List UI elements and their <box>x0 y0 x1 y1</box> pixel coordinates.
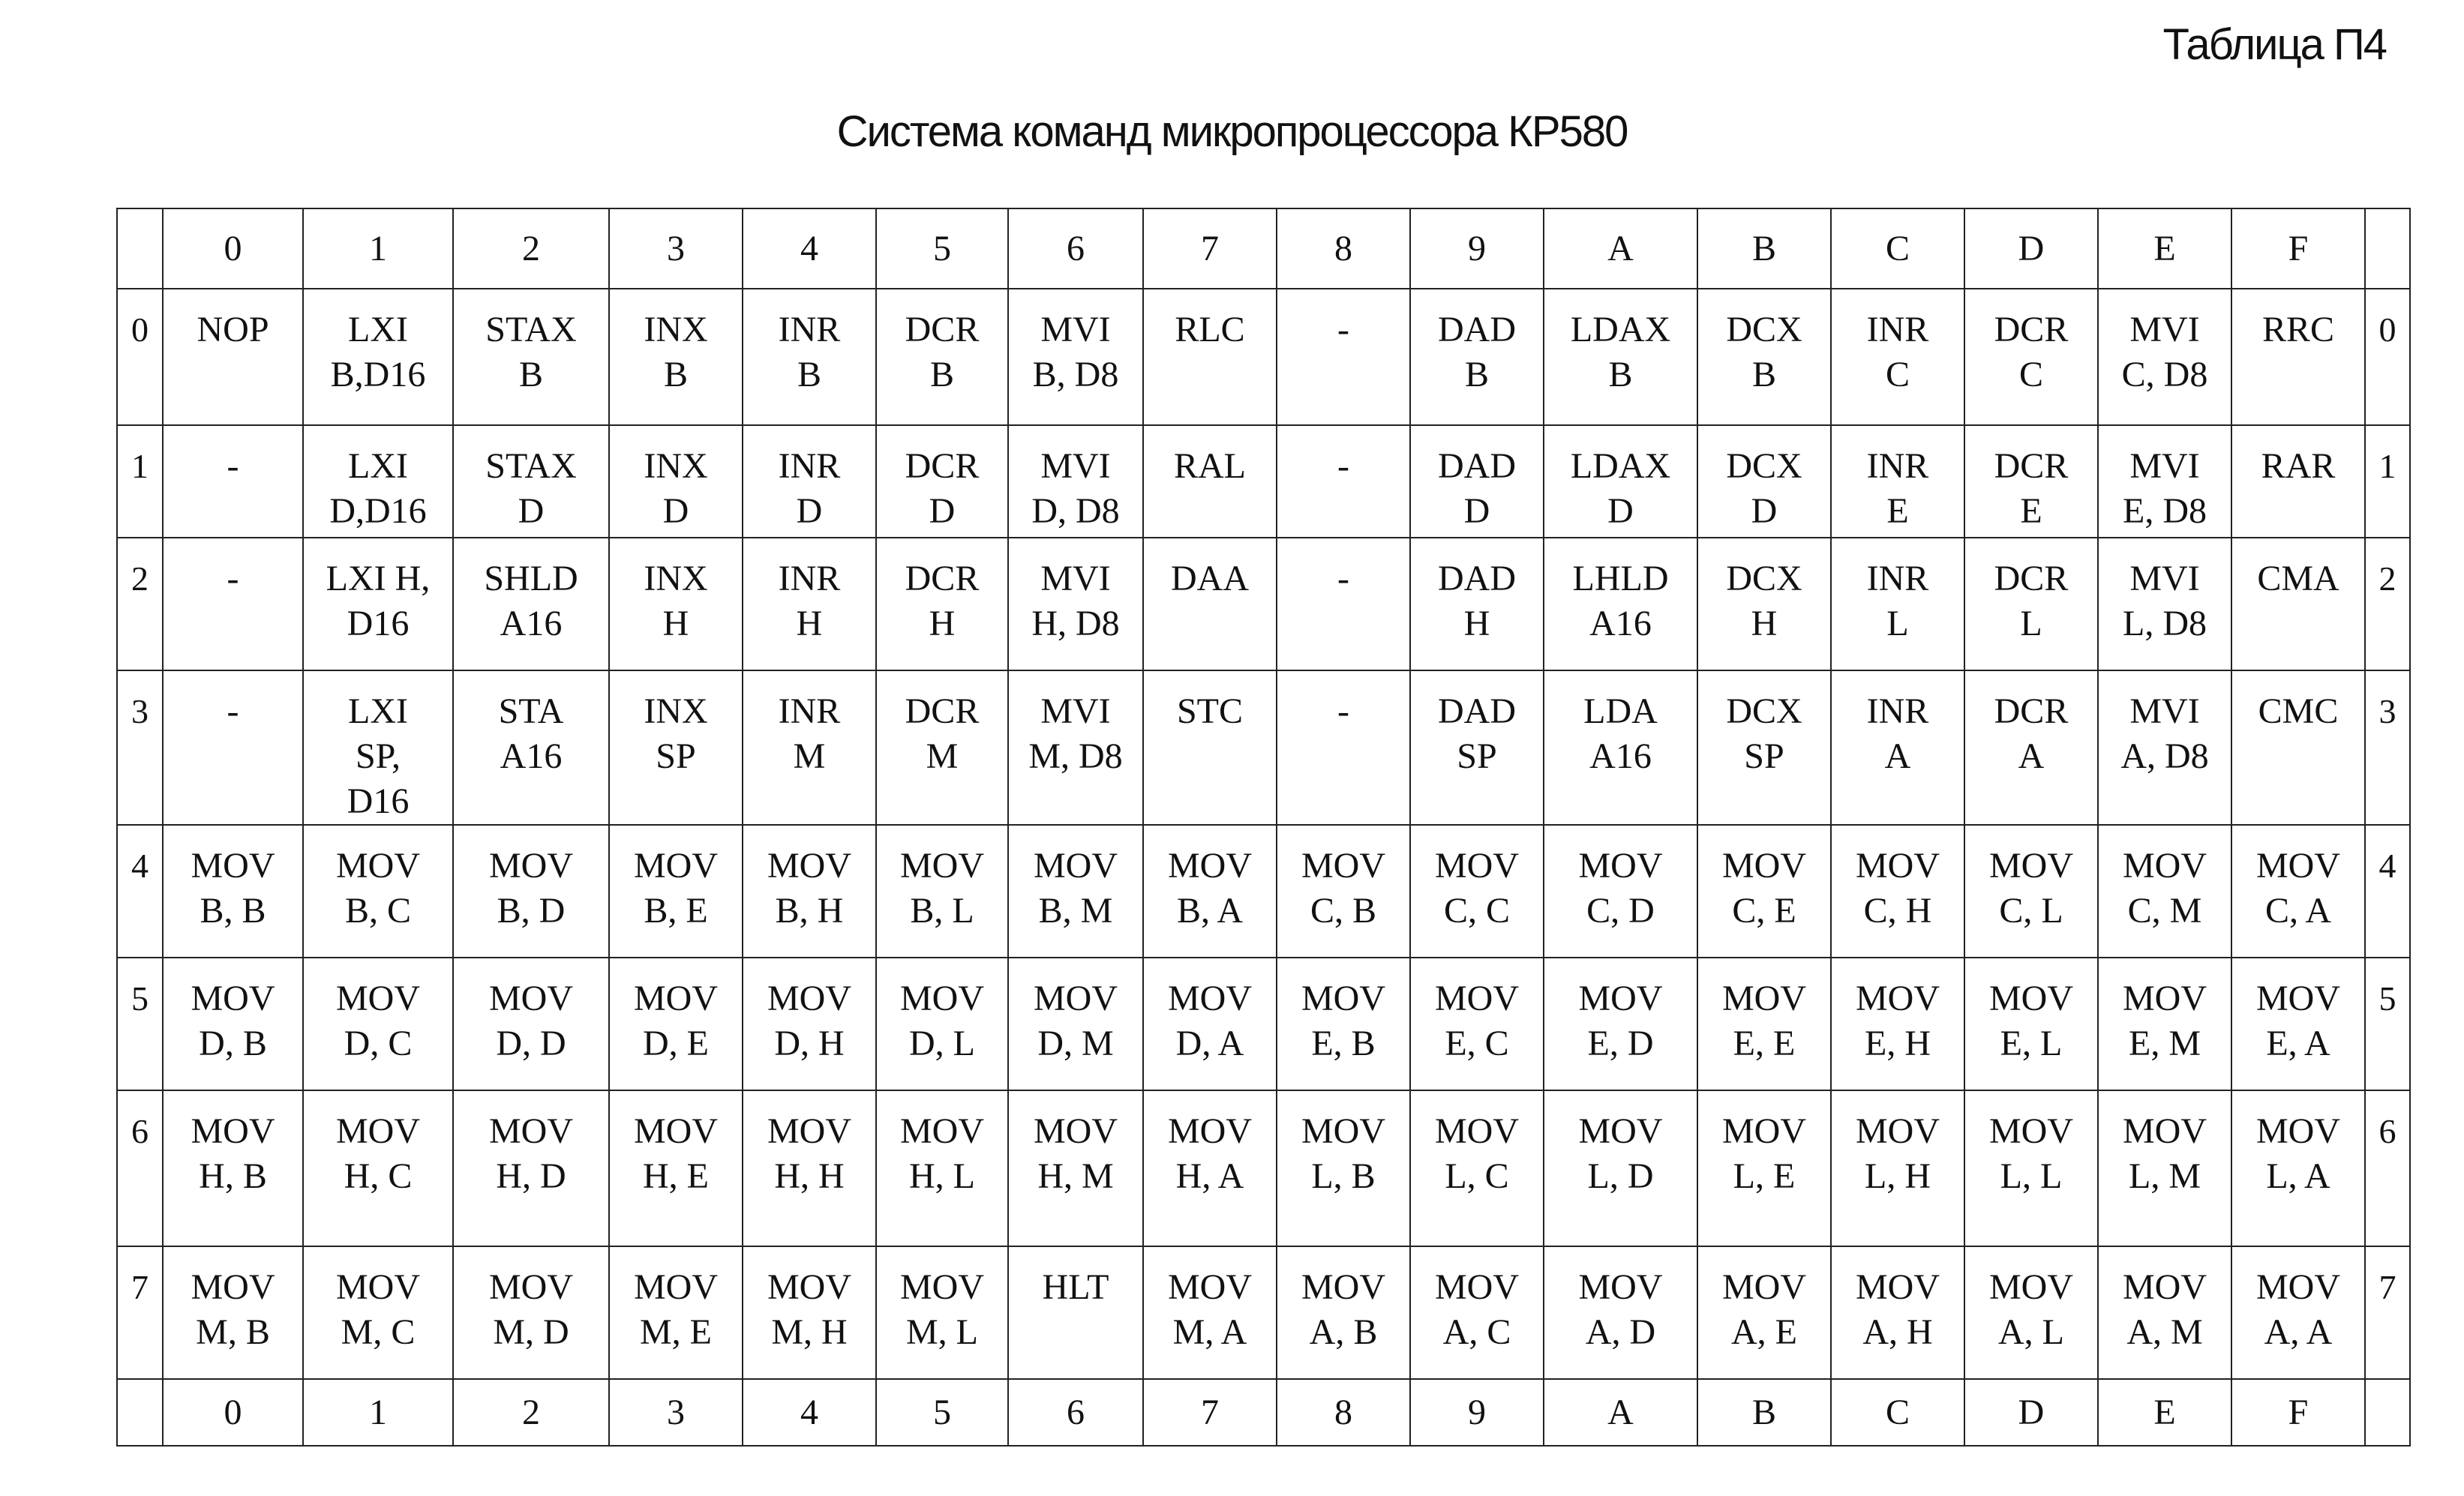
opcode-cell: MOV E, E <box>1697 958 1831 1090</box>
opcode-cell: MOV D, A <box>1143 958 1277 1090</box>
opcode-cell: MOV B, E <box>609 825 743 958</box>
opcode-cell: DCR B <box>876 289 1008 425</box>
column-label: 7 <box>1143 1379 1277 1446</box>
column-label: C <box>1831 1379 1964 1446</box>
opcode-cell: INR H <box>743 538 876 670</box>
opcode-cell: MOV C, L <box>1964 825 2098 958</box>
column-label: 7 <box>1143 208 1277 289</box>
opcode-cell: MVI B, D8 <box>1008 289 1143 425</box>
column-label: 4 <box>743 1379 876 1446</box>
row-label-right: 7 <box>2365 1246 2410 1379</box>
opcode-cell: LXI B,D16 <box>303 289 453 425</box>
opcode-cell: LXI H, D16 <box>303 538 453 670</box>
opcode-cell: MOV H, A <box>1143 1090 1277 1246</box>
opcode-cell: INR D <box>743 425 876 538</box>
table-label: Таблица П4 <box>2162 20 2386 69</box>
opcode-cell: - <box>163 670 303 825</box>
opcode-cell: MOV A, B <box>1277 1246 1410 1379</box>
opcode-cell: DCR A <box>1964 670 2098 825</box>
opcode-cell: MOV C, D <box>1544 825 1697 958</box>
opcode-cell: MOV E, B <box>1277 958 1410 1090</box>
opcode-cell: MOV M, H <box>743 1246 876 1379</box>
opcode-cell: CMA <box>2231 538 2365 670</box>
opcode-cell: MOV B, B <box>163 825 303 958</box>
instruction-table <box>116 208 2411 1447</box>
column-label: E <box>2098 1379 2231 1446</box>
opcode-cell: LDAX B <box>1544 289 1697 425</box>
row-label-right: 5 <box>2365 958 2410 1090</box>
opcode-cell: STAX B <box>453 289 609 425</box>
opcode-cell: MOV L, E <box>1697 1090 1831 1246</box>
opcode-cell: NOP <box>163 289 303 425</box>
opcode-cell: MOV A, D <box>1544 1246 1697 1379</box>
column-label: 5 <box>876 208 1008 289</box>
opcode-cell: DCR C <box>1964 289 2098 425</box>
opcode-cell: MOV H, C <box>303 1090 453 1246</box>
opcode-cell: DAD B <box>1410 289 1544 425</box>
opcode-cell: INR L <box>1831 538 1964 670</box>
opcode-cell: MOV H, M <box>1008 1090 1143 1246</box>
corner-cell <box>2365 208 2410 289</box>
opcode-cell: RAL <box>1143 425 1277 538</box>
row-label: 0 <box>117 289 163 425</box>
column-label: 4 <box>743 208 876 289</box>
column-label: F <box>2231 1379 2365 1446</box>
opcode-cell: LXI D,D16 <box>303 425 453 538</box>
opcode-cell: MOV B, C <box>303 825 453 958</box>
opcode-cell: RRC <box>2231 289 2365 425</box>
opcode-cell: DCX B <box>1697 289 1831 425</box>
column-label: 5 <box>876 1379 1008 1446</box>
column-label: C <box>1831 208 1964 289</box>
column-label: 3 <box>609 208 743 289</box>
opcode-cell: MVI H, D8 <box>1008 538 1143 670</box>
column-label: B <box>1697 208 1831 289</box>
opcode-cell: CMC <box>2231 670 2365 825</box>
opcode-cell: MOV C, C <box>1410 825 1544 958</box>
opcode-cell: MOV D, M <box>1008 958 1143 1090</box>
opcode-cell: MOV M, E <box>609 1246 743 1379</box>
corner-cell <box>117 208 163 289</box>
opcode-cell: DCR H <box>876 538 1008 670</box>
column-label: 9 <box>1410 208 1544 289</box>
column-label: 0 <box>163 208 303 289</box>
opcode-cell: MOV B, L <box>876 825 1008 958</box>
opcode-cell: INR C <box>1831 289 1964 425</box>
opcode-cell: DAD SP <box>1410 670 1544 825</box>
row-label-right: 6 <box>2365 1090 2410 1246</box>
column-label: 2 <box>453 208 609 289</box>
opcode-cell: LDA A16 <box>1544 670 1697 825</box>
row-label-right: 3 <box>2365 670 2410 825</box>
column-label: 1 <box>303 1379 453 1446</box>
opcode-cell: DAA <box>1143 538 1277 670</box>
opcode-cell: MOV H, L <box>876 1090 1008 1246</box>
table-row <box>117 825 2410 958</box>
column-label: 6 <box>1008 208 1143 289</box>
column-header-bottom <box>117 1379 2410 1446</box>
row-label-right: 1 <box>2365 425 2410 538</box>
opcode-cell: MOV C, H <box>1831 825 1964 958</box>
opcode-cell: DCX SP <box>1697 670 1831 825</box>
row-label: 3 <box>117 670 163 825</box>
row-label: 4 <box>117 825 163 958</box>
opcode-cell: MOV D, D <box>453 958 609 1090</box>
opcode-cell: DCR D <box>876 425 1008 538</box>
opcode-cell: - <box>1277 538 1410 670</box>
column-label: E <box>2098 208 2231 289</box>
opcode-cell: DCR M <box>876 670 1008 825</box>
column-header-top <box>117 208 2410 289</box>
opcode-cell: MOV L, H <box>1831 1090 1964 1246</box>
opcode-cell: MVI C, D8 <box>2098 289 2231 425</box>
opcode-cell: MVI E, D8 <box>2098 425 2231 538</box>
opcode-cell: INR E <box>1831 425 1964 538</box>
opcode-cell: MOV E, A <box>2231 958 2365 1090</box>
opcode-cell: DAD H <box>1410 538 1544 670</box>
row-label-right: 2 <box>2365 538 2410 670</box>
opcode-cell: STA A16 <box>453 670 609 825</box>
opcode-cell: STAX D <box>453 425 609 538</box>
opcode-cell: MOV A, M <box>2098 1246 2231 1379</box>
column-label: B <box>1697 1379 1831 1446</box>
column-label: 6 <box>1008 1379 1143 1446</box>
opcode-cell: RAR <box>2231 425 2365 538</box>
opcode-cell: HLT <box>1008 1246 1143 1379</box>
opcode-cell: STC <box>1143 670 1277 825</box>
opcode-cell: LHLD A16 <box>1544 538 1697 670</box>
row-label: 1 <box>117 425 163 538</box>
opcode-cell: INX B <box>609 289 743 425</box>
table-row <box>117 958 2410 1090</box>
opcode-cell: MOV C, A <box>2231 825 2365 958</box>
opcode-cell: MOV B, H <box>743 825 876 958</box>
opcode-cell: MOV A, C <box>1410 1246 1544 1379</box>
opcode-cell: MOV A, L <box>1964 1246 2098 1379</box>
opcode-cell: INR B <box>743 289 876 425</box>
opcode-cell: DCR E <box>1964 425 2098 538</box>
table-row <box>117 1246 2410 1379</box>
opcode-cell: INR A <box>1831 670 1964 825</box>
column-label: 3 <box>609 1379 743 1446</box>
column-label: D <box>1964 1379 2098 1446</box>
opcode-cell: MOV B, D <box>453 825 609 958</box>
table-row <box>117 1090 2410 1246</box>
row-label: 2 <box>117 538 163 670</box>
column-label: A <box>1544 208 1697 289</box>
opcode-cell: MOV B, A <box>1143 825 1277 958</box>
column-label: 0 <box>163 1379 303 1446</box>
column-label: 9 <box>1410 1379 1544 1446</box>
opcode-cell: MOV L, D <box>1544 1090 1697 1246</box>
opcode-cell: MOV D, B <box>163 958 303 1090</box>
opcode-cell: MOV L, M <box>2098 1090 2231 1246</box>
opcode-cell: MOV E, D <box>1544 958 1697 1090</box>
opcode-cell: MOV H, E <box>609 1090 743 1246</box>
opcode-cell: MVI A, D8 <box>2098 670 2231 825</box>
row-label-right: 4 <box>2365 825 2410 958</box>
opcode-cell: MOV H, H <box>743 1090 876 1246</box>
row-label: 6 <box>117 1090 163 1246</box>
opcode-cell: LDAX D <box>1544 425 1697 538</box>
opcode-cell: - <box>1277 670 1410 825</box>
opcode-cell: MVI L, D8 <box>2098 538 2231 670</box>
column-label: F <box>2231 208 2365 289</box>
opcode-cell: MOV E, H <box>1831 958 1964 1090</box>
column-label: D <box>1964 208 2098 289</box>
opcode-cell: LXI SP, D16 <box>303 670 453 825</box>
opcode-cell: MOV L, A <box>2231 1090 2365 1246</box>
opcode-cell: MOV E, C <box>1410 958 1544 1090</box>
opcode-cell: - <box>1277 289 1410 425</box>
opcode-cell: MOV C, M <box>2098 825 2231 958</box>
row-label-right: 0 <box>2365 289 2410 425</box>
row-label: 7 <box>117 1246 163 1379</box>
opcode-cell: MVI M, D8 <box>1008 670 1143 825</box>
table-row <box>117 670 2410 825</box>
opcode-cell: MOV D, L <box>876 958 1008 1090</box>
opcode-cell: DCX D <box>1697 425 1831 538</box>
opcode-cell: MOV L, B <box>1277 1090 1410 1246</box>
opcode-cell: MOV M, B <box>163 1246 303 1379</box>
opcode-cell: MOV C, B <box>1277 825 1410 958</box>
opcode-cell: DCX H <box>1697 538 1831 670</box>
opcode-cell: SHLD A16 <box>453 538 609 670</box>
opcode-cell: MOV M, A <box>1143 1246 1277 1379</box>
corner-cell <box>117 1379 163 1446</box>
opcode-cell: - <box>1277 425 1410 538</box>
opcode-cell: MOV M, D <box>453 1246 609 1379</box>
opcode-cell: MOV E, L <box>1964 958 2098 1090</box>
table-row <box>117 289 2410 425</box>
opcode-cell: INX H <box>609 538 743 670</box>
opcode-cell: MOV M, C <box>303 1246 453 1379</box>
column-label: 1 <box>303 208 453 289</box>
opcode-cell: MOV B, M <box>1008 825 1143 958</box>
opcode-cell: MOV D, C <box>303 958 453 1090</box>
opcode-cell: MOV H, D <box>453 1090 609 1246</box>
opcode-cell: INX SP <box>609 670 743 825</box>
opcode-cell: MOV M, L <box>876 1246 1008 1379</box>
opcode-cell: MVI D, D8 <box>1008 425 1143 538</box>
opcode-cell: MOV E, M <box>2098 958 2231 1090</box>
opcode-cell: MOV A, E <box>1697 1246 1831 1379</box>
opcode-cell: DAD D <box>1410 425 1544 538</box>
table-row <box>117 425 2410 538</box>
opcode-cell: MOV L, C <box>1410 1090 1544 1246</box>
opcode-cell: MOV A, A <box>2231 1246 2365 1379</box>
opcode-cell: MOV C, E <box>1697 825 1831 958</box>
opcode-cell: - <box>163 425 303 538</box>
opcode-cell: INR M <box>743 670 876 825</box>
page-title: Система команд микропроцессора КР580 <box>836 107 1628 156</box>
opcode-cell: INX D <box>609 425 743 538</box>
opcode-cell: DCR L <box>1964 538 2098 670</box>
column-label: 2 <box>453 1379 609 1446</box>
opcode-cell: MOV H, B <box>163 1090 303 1246</box>
opcode-cell: RLC <box>1143 289 1277 425</box>
opcode-cell: MOV D, E <box>609 958 743 1090</box>
table-row <box>117 538 2410 670</box>
opcode-cell: MOV D, H <box>743 958 876 1090</box>
column-label: A <box>1544 1379 1697 1446</box>
column-label: 8 <box>1277 208 1410 289</box>
opcode-cell: MOV L, L <box>1964 1090 2098 1246</box>
corner-cell <box>2365 1379 2410 1446</box>
opcode-cell: MOV A, H <box>1831 1246 1964 1379</box>
opcode-cell: - <box>163 538 303 670</box>
column-label: 8 <box>1277 1379 1410 1446</box>
row-label: 5 <box>117 958 163 1090</box>
